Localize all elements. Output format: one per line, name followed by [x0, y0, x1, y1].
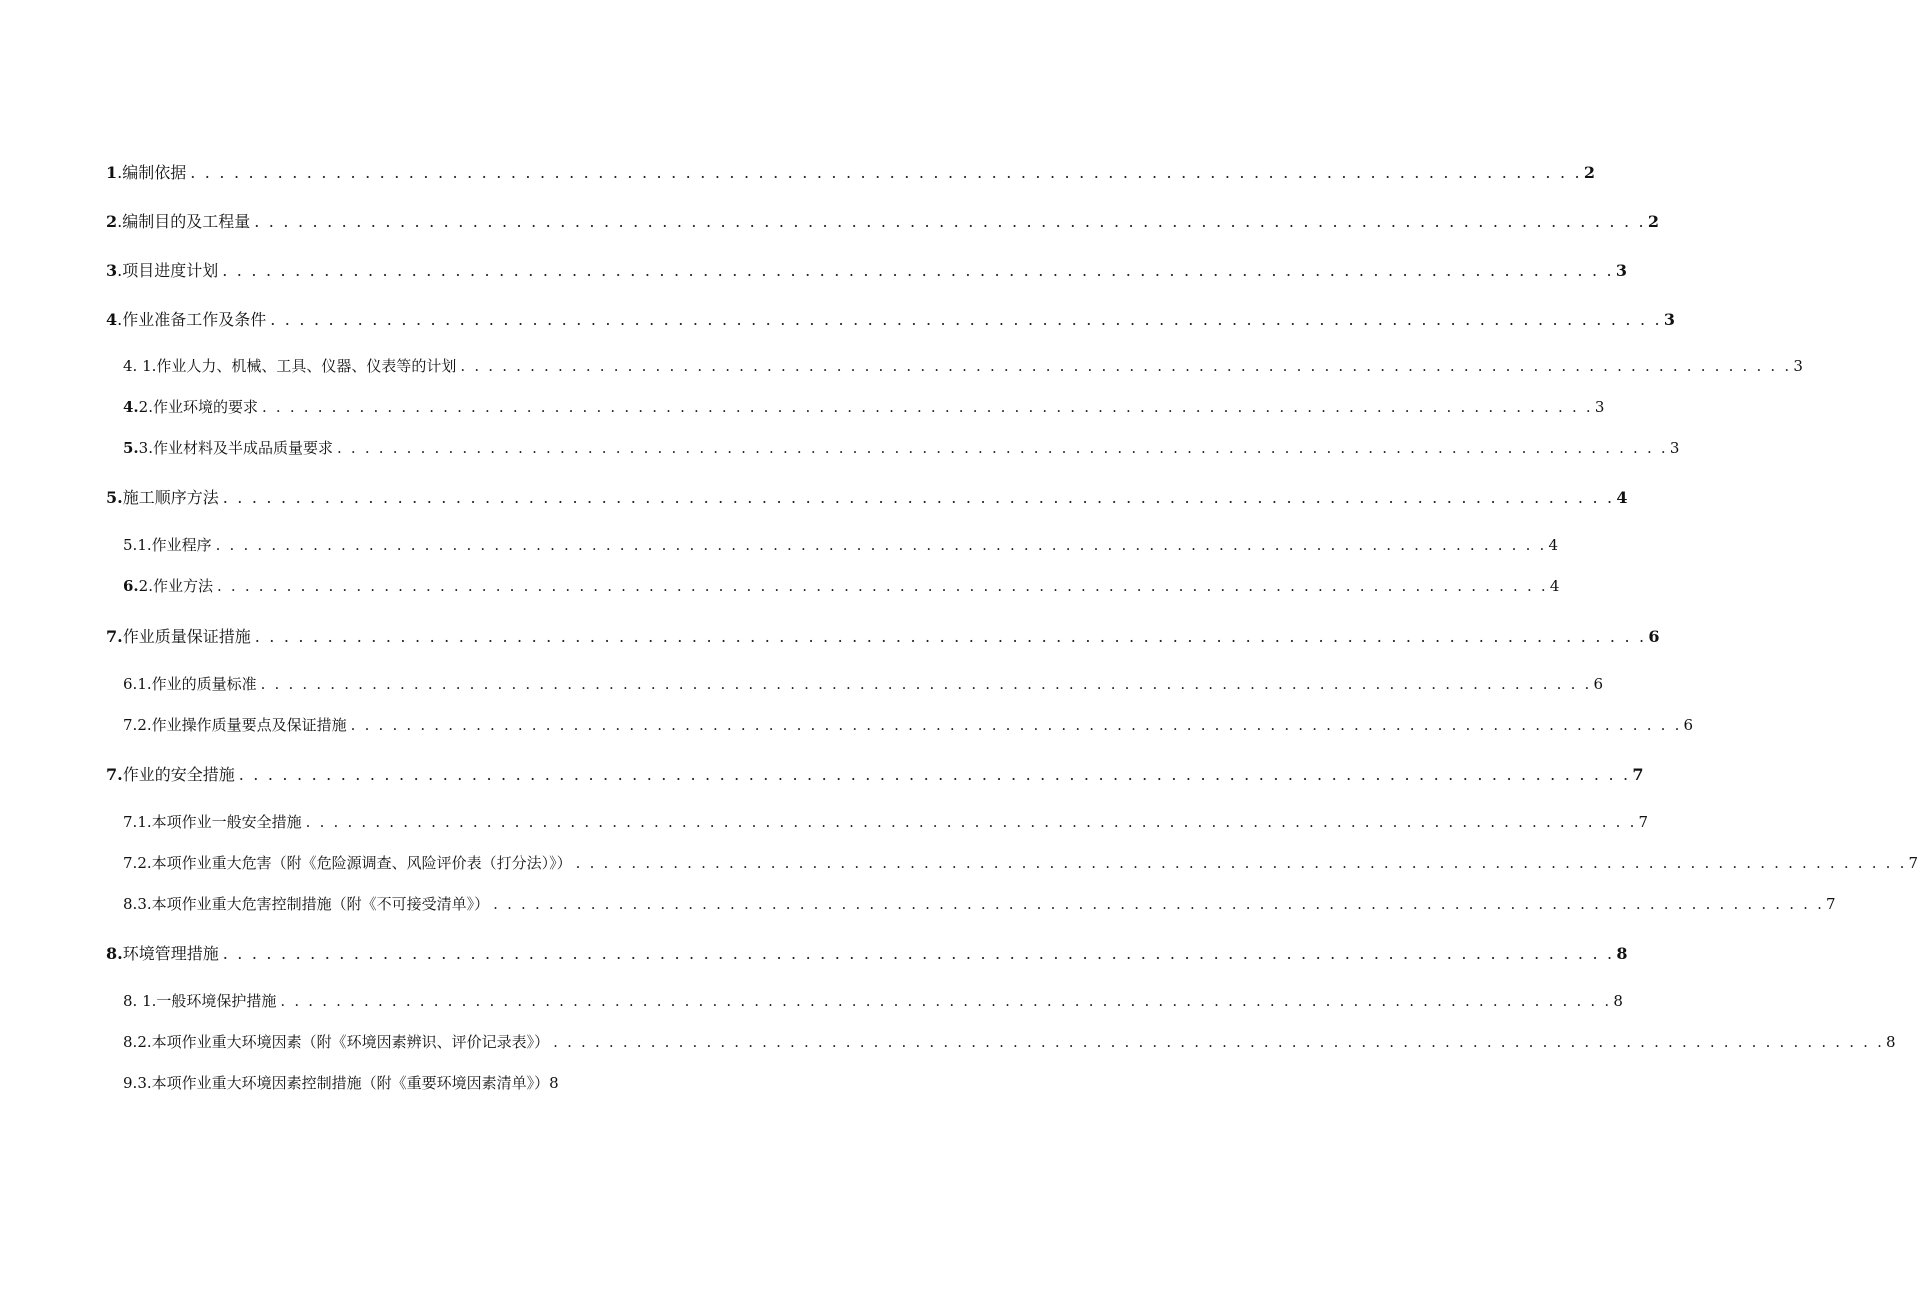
toc-entry[interactable]: [123, 437, 1680, 461]
toc-entry-title: 1.本项作业一般安全措施: [137, 813, 302, 831]
toc-entry-number: 7.: [123, 813, 138, 831]
toc-entry-title: 作业质量保证措施: [122, 627, 251, 646]
toc-entry-title: 作业的安全措施: [122, 765, 235, 784]
toc-entry-page: 6: [1683, 716, 1694, 734]
toc-entry-title: .编制依据: [117, 163, 187, 182]
toc-entry-number: 8. 1.: [123, 992, 157, 1010]
toc-entry-title: 2.作业方法: [138, 577, 213, 595]
toc-entry-number: 8.: [123, 1033, 138, 1051]
toc-entry[interactable]: [123, 893, 1836, 917]
toc-entry-number: 9.: [123, 1074, 138, 1092]
dot-leader: . . . . . . . . . . . . . . . . . . . . . . . . . . . . . . . . . . . . . . . . . . . . . . . . . . . . . . . . . . . . . . . . . . . . . . . . . . . . . . . . . . . . . . . . . . . . . . . .: [575, 854, 1907, 872]
dot-leader: . . . . . . . . . . . . . . . . . . . . . . . . . . . . . . . . . . . . . . . . . . . . . . . . . . . . . . . . . . . . . . . . . . . . . . . . . . . . . . . . . . . . . . . . . . . . . . . .: [350, 716, 1682, 734]
dot-leader: . . . . . . . . . . . . . . . . . . . . . . . . . . . . . . . . . . . . . . . . . . . . . . . . . . . . . . . . . . . . . . . . . . . . . . . . . . . . . . . . . . . . . . . . . . . . . . . .: [222, 261, 1614, 280]
dot-leader: . . . . . . . . . . . . . . . . . . . . . . . . . . . . . . . . . . . . . . . . . . . . . . . . . . . . . . . . . . . . . . . . . . . . . . . . . . . . . . . . . . . . . . . . . . . . . . . .: [460, 357, 1792, 375]
toc-entry[interactable]: [106, 624, 1660, 648]
toc-entry-title: .编制目的及工程量: [117, 212, 251, 231]
dot-leader: . . . . . . . . . . . . . . . . . . . . . . . . . . . . . . . . . . . . . . . . . . . . . . . . . . . . . . . . . . . . . . . . . . . . . . . . . . . . . . . . . . . . . . . . . . . . . . . .: [260, 675, 1592, 693]
toc-entry[interactable]: [106, 209, 1659, 233]
toc-entry-page: 8: [1616, 944, 1628, 963]
dot-leader: . . . . . . . . . . . . . . . . . . . . . . . . . . . . . . . . . . . . . . . . . . . . . . . . . . . . . . . . . . . . . . . . . . . . . . . . . . . . . . . . . . . . . . . . . . . . . . . .: [305, 813, 1637, 831]
toc-entry-page: 3: [1663, 310, 1675, 329]
toc-entry[interactable]: [106, 941, 1628, 965]
toc-entry-number: 5.: [123, 536, 138, 554]
toc-entry-title: 2.作业环境的要求: [138, 398, 258, 416]
toc-entry[interactable]: [123, 990, 1623, 1014]
toc-entry-number: 3: [106, 261, 118, 280]
toc-entry-page: 3: [1615, 261, 1627, 280]
dot-leader: . . . . . . . . . . . . . . . . . . . . . . . . . . . . . . . . . . . . . . . . . . . . . . . . . . . . . . . . . . . . . . . . . . . . . . . . . . . . . . . . . . . . . . . . . . . . . . . .: [553, 1033, 1885, 1051]
dot-leader: . . . . . . . . . . . . . . . . . . . . . . . . . . . . . . . . . . . . . . . . . . . . . . . . . . . . . . . . . . . . . . . . . . . . . . . . . . . . . . . . . . . . . . . . . . . . . . . .: [337, 439, 1668, 457]
toc-entry-page: 2: [1647, 212, 1659, 231]
toc-entry-page: 3: [1669, 439, 1680, 457]
toc-entry-title: 3.作业材料及半成品质量要求: [138, 439, 333, 457]
dot-leader: . . . . . . . . . . . . . . . . . . . . . . . . . . . . . . . . . . . . . . . . . . . . . . . . . . . . . . . . . . . . . . . . . . . . . . . . . . . . . . . . . . . . . . . . . . . . . . . .: [254, 212, 1646, 231]
toc-entry-page: 6: [1648, 627, 1660, 646]
toc-entry-title: 施工顺序方法: [122, 488, 219, 507]
dot-leader: . . . . . . . . . . . . . . . . . . . . . . . . . . . . . . . . . . . . . . . . . . . . . . . . . . . . . . . . . . . . . . . . . . . . . . . . . . . . . . . . . . . . . . . . . . . . . . . .: [216, 577, 1548, 595]
toc-entry-page: 4: [1549, 577, 1560, 595]
dot-leader: . . . . . . . . . . . . . . . . . . . . . . . . . . . . . . . . . . . . . . . . . . . . . . . . . . . . . . . . . . . . . . . . . . . . . . . . . . . . . . . . . . . . . . . . . . . . . . . .: [270, 310, 1662, 329]
toc-entry-title: 作业人力、机械、工具、仪器、仪表等的计划: [156, 357, 457, 375]
toc-entry[interactable]: [123, 852, 1918, 876]
toc-entry-title: 1.作业程序: [137, 536, 212, 554]
dot-leader: . . . . . . . . . . . . . . . . . . . . . . . . . . . . . . . . . . . . . . . . . . . . . . . . . . . . . . . . . . . . . . . . . . . . . . . . . . . . . . . . . . . . . . . . . . . . . . . .: [280, 992, 1612, 1010]
toc-entry[interactable]: [106, 307, 1675, 331]
toc-entry-page: 3: [1594, 398, 1605, 416]
toc-entry[interactable]: [123, 396, 1605, 420]
toc-entry-page: 7: [1826, 895, 1836, 913]
toc-entry-number: 6.: [123, 577, 139, 595]
toc-entry-title: .项目进度计划: [117, 261, 219, 280]
toc-entry-number: 4: [106, 310, 118, 329]
toc-entry-number: 7.: [106, 627, 123, 646]
toc-entry-page: 7: [1638, 813, 1649, 831]
toc-entry[interactable]: [106, 762, 1644, 786]
toc-entry-page: 3: [1793, 357, 1803, 375]
dot-leader: . . . . . . . . . . . . . . . . . . . . . . . . . . . . . . . . . . . . . . . . . . . . . . . . . . . . . . . . . . . . . . . . . . . . . . . . . . . . . . . . . . . . . . . . . . . . . . . .: [222, 944, 1615, 963]
toc-entry-title: 2.作业操作质量要点及保证措施: [137, 716, 347, 734]
toc-entry[interactable]: [106, 160, 1595, 184]
toc-entry-number: 4.: [123, 398, 139, 416]
toc-entry-title: 环境管理措施: [122, 944, 219, 963]
toc-entry[interactable]: [106, 258, 1627, 282]
toc-entry-title: 3.本项作业重大环境因素控制措施（附《重要环境因素清单》）8: [137, 1074, 559, 1092]
toc-entry-page: 7: [1908, 854, 1918, 872]
toc-entry[interactable]: [123, 714, 1694, 738]
toc-entry-number: 4. 1.: [123, 357, 157, 375]
toc-entry-title: .作业准备工作及条件: [117, 310, 267, 329]
toc-entry[interactable]: [123, 1072, 828, 1096]
toc-entry-page: 8: [1613, 992, 1623, 1010]
toc-entry[interactable]: [123, 534, 1559, 558]
dot-leader: . . . . . . . . . . . . . . . . . . . . . . . . . . . . . . . . . . . . . . . . . . . . . . . . . . . . . . . . . . . . . . . . . . . . . . . . . . . . . . . . . . . . . . . . . . . . . . . .: [190, 163, 1582, 182]
dot-leader: . . . . . . . . . . . . . . . . . . . . . . . . . . . . . . . . . . . . . . . . . . . . . . . . . . . . . . . . . . . . . . . . . . . . . . . . . . . . . . . . . . . . . . . . . . . . . . . .: [238, 765, 1631, 784]
dot-leader: . . . . . . . . . . . . . . . . . . . . . . . . . . . . . . . . . . . . . . . . . . . . . . . . . . . . . . . . . . . . . . . . . . . . . . . . . . . . . . . . . . . . . . . . . . . . . . . .: [222, 488, 1615, 507]
toc-entry-number: 7.: [106, 765, 123, 784]
toc-entry-number: 5.: [123, 439, 139, 457]
toc-entry-title: 2.本项作业重大危害（附《危险源调查、风险评价表（打分法）》）: [137, 854, 572, 872]
dot-leader: . . . . . . . . . . . . . . . . . . . . . . . . . . . . . . . . . . . . . . . . . . . . . . . . . . . . . . . . . . . . . . . . . . . . . . . . . . . . . . . . . . . . . . . . . . . . . . . .: [215, 536, 1547, 554]
toc-entry-page: 4: [1548, 536, 1559, 554]
toc-entry[interactable]: [123, 1031, 1896, 1055]
toc-entry[interactable]: [123, 673, 1604, 697]
toc-entry-title: 3.本项作业重大危害控制措施（附《不可接受清单》）: [137, 895, 490, 913]
toc-entry-page: 7: [1632, 765, 1644, 784]
toc-entry[interactable]: [123, 811, 1649, 835]
toc-entry-page: 2: [1583, 163, 1595, 182]
dot-leader: . . . . . . . . . . . . . . . . . . . . . . . . . . . . . . . . . . . . . . . . . . . . . . . . . . . . . . . . . . . . . . . . . . . . . . . . . . . . . . . . . . . . . . . . . . . . . . . .: [493, 895, 1825, 913]
toc-entry[interactable]: [123, 355, 1803, 379]
toc-entry-number: 7.: [123, 716, 138, 734]
toc-entry-number: 6.: [123, 675, 138, 693]
toc-entry-number: 7.: [123, 854, 138, 872]
dot-leader: . . . . . . . . . . . . . . . . . . . . . . . . . . . . . . . . . . . . . . . . . . . . . . . . . . . . . . . . . . . . . . . . . . . . . . . . . . . . . . . . . . . . . . . . . . . . . . . .: [261, 398, 1593, 416]
toc-entry[interactable]: [106, 485, 1628, 509]
toc-entry-number: 1: [106, 163, 118, 182]
toc-entry-number: 8.: [106, 944, 123, 963]
toc-entry-page: 6: [1593, 675, 1604, 693]
toc-entry-number: 2: [106, 212, 118, 231]
toc-entry[interactable]: [123, 575, 1560, 599]
toc-entry-number: 5.: [106, 488, 123, 507]
dot-leader: . . . . . . . . . . . . . . . . . . . . . . . . . . . . . . . . . . . . . . . . . . . . . . . . . . . . . . . . . . . . . . . . . . . . . . . . . . . . . . . . . . . . . . . . . . . . . . . .: [254, 627, 1647, 646]
toc-entry-page: 8: [1886, 1033, 1896, 1051]
toc-entry-page: 4: [1616, 488, 1628, 507]
toc-entry-title: 2.本项作业重大环境因素（附《环境因素辨识、评价记录表》）: [137, 1033, 550, 1051]
toc-entry-title: 1.作业的质量标准: [137, 675, 257, 693]
toc-entry-title: 一般环境保护措施: [156, 992, 277, 1010]
toc-entry-number: 8.: [123, 895, 138, 913]
